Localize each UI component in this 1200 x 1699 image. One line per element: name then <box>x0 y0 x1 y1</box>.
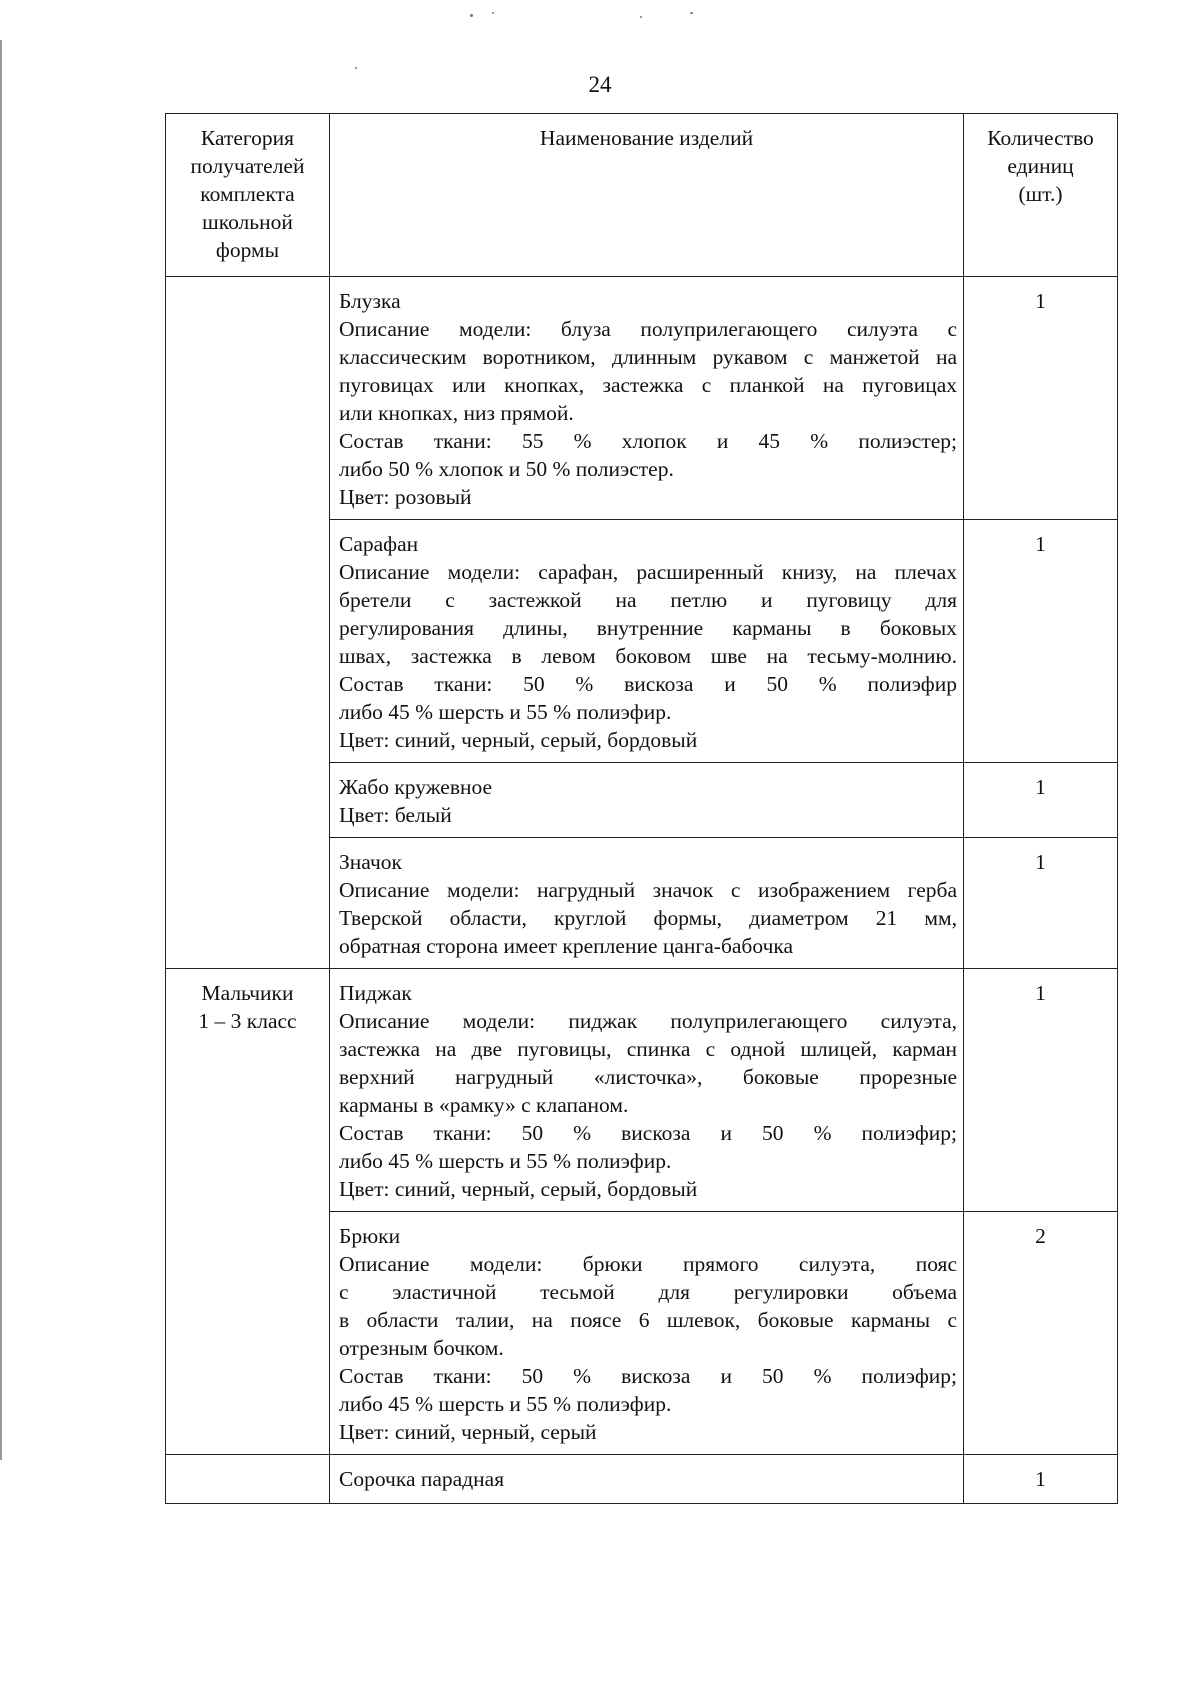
scan-speck <box>492 12 494 14</box>
item-line: Описание модели: брюки прямого силуэта, пояс <box>339 1252 957 1276</box>
item-line: отрезным бочком. <box>339 1336 504 1360</box>
header-quantity-line: (шт.) <box>1018 182 1063 206</box>
item-quantity: 1 <box>964 838 1118 969</box>
item-description <box>330 763 964 838</box>
header-category-line: получателей <box>190 154 305 178</box>
item-quantity: 1 <box>964 969 1118 1212</box>
category-cell-boys <box>166 969 330 1455</box>
item-description <box>330 1455 964 1504</box>
header-items: Наименование изделий <box>330 114 964 277</box>
item-line: в области талии, на поясе 6 шлевок, боковые карманы с <box>339 1308 957 1332</box>
item-quantity: 1 <box>964 520 1118 763</box>
item-line: с эластичной тесьмой для регулировки объема <box>339 1280 957 1304</box>
item-line: классическим воротником, длинным рукавом с манжетой на <box>339 345 957 369</box>
item-title: Сарафан <box>339 532 419 556</box>
item-description <box>330 1212 964 1455</box>
item-line: или кнопках, низ прямой. <box>339 401 574 425</box>
item-line: либо 45 % шерсть и 55 % полиэфир. <box>339 1149 672 1173</box>
page-number: 24 <box>588 72 612 97</box>
header-quantity <box>964 114 1118 277</box>
table-row <box>166 1455 1118 1504</box>
item-line: застежка на две пуговицы, спинка с одной шлицей, карман <box>339 1037 957 1061</box>
item-line: либо 50 % хлопок и 50 % полиэстер. <box>339 457 674 481</box>
item-line: Состав ткани: 50 % вискоза и 50 % полиэфир; <box>339 1364 957 1388</box>
item-description <box>330 520 964 763</box>
header-category-line: формы <box>215 238 280 262</box>
item-quantity: 1 <box>964 763 1118 838</box>
item-line: Цвет: белый <box>339 803 452 827</box>
item-title: Брюки <box>339 1224 401 1248</box>
item-line: швах, застежка в левом боковом шве на тесьму-молнию. <box>339 644 957 668</box>
item-line: Цвет: синий, черный, серый, бордовый <box>339 1177 698 1201</box>
item-line: регулирования длины, внутренние карманы в боковых <box>339 616 957 640</box>
scan-speck <box>470 14 473 17</box>
item-line: Состав ткани: 50 % вискоза и 50 % полиэфир; <box>339 1121 957 1145</box>
item-line: Цвет: розовый <box>339 485 472 509</box>
item-line: Описание модели: нагрудный значок с изображением герба <box>339 878 957 902</box>
item-line: пуговицах или кнопках, застежка с планкой на пуговицах <box>339 373 957 397</box>
category-line: Мальчики <box>201 981 294 1005</box>
item-description <box>330 277 964 520</box>
scan-speck <box>690 12 693 14</box>
item-line: Состав ткани: 55 % хлопок и 45 % полиэстер; <box>339 429 957 453</box>
category-cell-empty <box>166 277 330 969</box>
uniform-items-table <box>165 113 1118 1504</box>
page-edge <box>0 40 2 1460</box>
category-line: 1 – 3 класс <box>198 1009 297 1033</box>
header-category <box>166 114 330 277</box>
table-row <box>166 969 1118 1212</box>
item-line: Цвет: синий, черный, серый <box>339 1420 597 1444</box>
item-quantity: 2 <box>964 1212 1118 1455</box>
header-category-line: школьной <box>202 210 293 234</box>
item-title: Значок <box>339 850 402 874</box>
item-line: верхний нагрудный «листочка», боковые прорезные <box>339 1065 957 1089</box>
item-line: Описание модели: пиджак полуприлегающего силуэта, <box>339 1009 957 1033</box>
table-header-row <box>166 114 1118 277</box>
header-category-line: комплекта <box>200 182 295 206</box>
item-title: Жабо кружевное <box>339 775 493 799</box>
table-body <box>166 277 1118 1504</box>
item-title: Блузка <box>339 289 401 313</box>
table-row <box>166 277 1118 520</box>
item-line: Описание модели: блуза полуприлегающего силуэта с <box>339 317 957 341</box>
item-title: Сорочка парадная <box>339 1467 505 1491</box>
item-quantity: 1 <box>964 1455 1118 1504</box>
item-line: Тверской области, круглой формы, диаметром 21 мм, <box>339 906 957 930</box>
item-title: Пиджак <box>339 981 412 1005</box>
item-line: бретели с застежкой на петлю и пуговицу для <box>339 588 957 612</box>
item-line: Описание модели: сарафан, расширенный книзу, на плечах <box>339 560 957 584</box>
item-line: карманы в «рамку» с клапаном. <box>339 1093 629 1117</box>
header-category-line: Категория <box>200 126 295 150</box>
item-quantity: 1 <box>964 277 1118 520</box>
scan-speck <box>640 16 642 18</box>
item-line: Состав ткани: 50 % вискоза и 50 % полиэфир <box>339 672 957 696</box>
item-description <box>330 969 964 1212</box>
item-line: Цвет: синий, черный, серый, бордовый <box>339 728 698 752</box>
item-line: обратная сторона имеет крепление цанга-бабочка <box>339 934 794 958</box>
item-line: либо 45 % шерсть и 55 % полиэфир. <box>339 1392 672 1416</box>
header-quantity-line: единиц <box>1007 154 1074 178</box>
item-line: либо 45 % шерсть и 55 % полиэфир. <box>339 700 672 724</box>
scan-speck <box>355 67 357 69</box>
category-cell-empty <box>166 1455 330 1504</box>
item-description <box>330 838 964 969</box>
header-quantity-line: Количество <box>987 126 1094 150</box>
